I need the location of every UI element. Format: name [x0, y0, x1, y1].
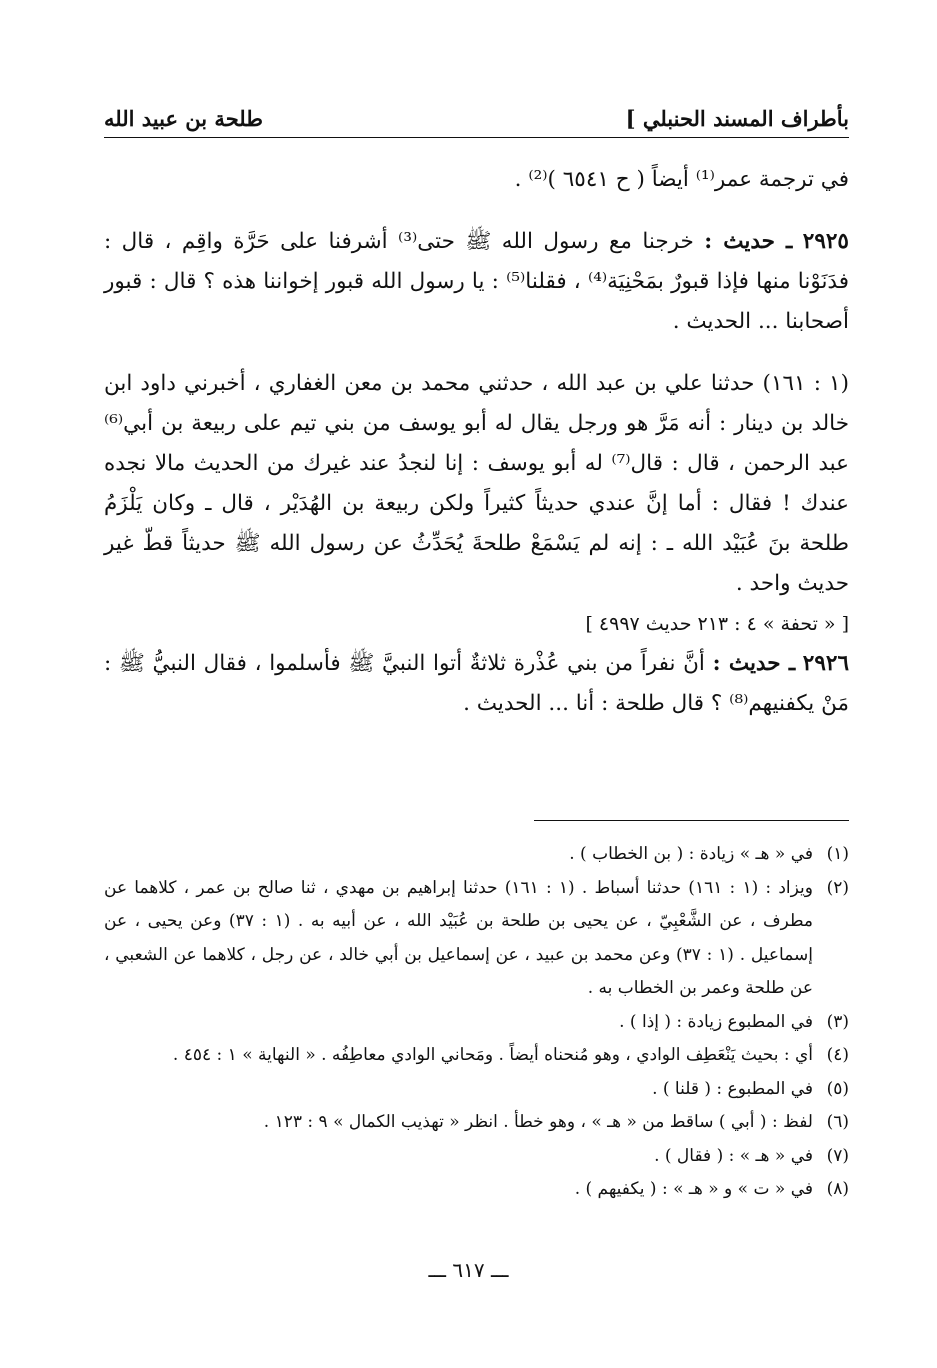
header-book-title: بأطراف المسند الحنبلي ]: [625, 106, 849, 131]
footnote: [104, 872, 849, 1006]
footnote-number: (١): [826, 844, 849, 864]
running-header: [104, 98, 849, 138]
footnote-text: في المطبوع : ( قلنا ) .: [652, 1078, 813, 1099]
hadith-number: ٢٩٢٦: [802, 651, 849, 676]
header-chapter-title: طلحة بن عبيد الله: [104, 106, 263, 131]
footnote-number: (٣): [826, 1011, 849, 1032]
footnote: [104, 838, 849, 872]
footnotes: [104, 838, 849, 1207]
footnote-text: أي : بحيث يَنْعَطِف الوادي ، وهو مُنحناه أيضاً . ومَحاني الوادي معاطِفُه . « النهاية » ١ : ٤٥٤ .: [172, 1045, 813, 1065]
footnote: [104, 1006, 849, 1040]
footnote-text: ويزاد : (١ : ١٦١) حدثنا أسباط . (١ : ١٦١) حدثنا إبراهيم بن مهدي ، ثنا صالح بن عمر ، كلاهما عن مطرف ، عن الشَّعْبِيّ ، عن يحيى بن طلحة بن عُبَيْد الله ، عن أبيه به . (١ : ٣٧) وعن يحيى ، عن إسماعيل . (١ : ٣٧) وعن محمد بن عبيد ، عن إسماعيل بن أبي خالد ، عن رجل ، كلاهما عن الشعبي ، عن طلحة وعمر بن الخطاب به .: [104, 877, 813, 998]
footnote-text: في « هـ » زيادة : ( بن الخطاب ) .: [569, 844, 813, 864]
footnote-text: في المطبوع زيادة : ( إذا ) .: [619, 1011, 813, 1032]
main-text: [104, 160, 849, 724]
hadith-2926: [104, 644, 849, 724]
footnote-text: في « هـ » : ( فقال ) .: [654, 1145, 813, 1166]
tuhfa-reference: [ « تحفة » ٤ : ٢١٣ حديث ٤٩٩٧ ]: [585, 613, 849, 635]
footnote: [104, 1073, 849, 1107]
intro-line: في ترجمة عمر⁽¹⁾ أيضاً ( ح ٦٥٤١ )⁽²⁾ .: [514, 167, 849, 192]
hadith-text: خرجنا مع رسول الله ﷺ حتى⁽³⁾ أشرفنا على حَرَّة واقِم ، قال : فدَنَوْنا منها فإذا قبورٌ بمَحْنِيَة⁽⁴⁾ ، فقلنا⁽⁵⁾ : يا رسول الله قبور إخواننا هذه ؟ قال : قبور أصحابنا ... الحديث .: [104, 229, 849, 334]
footnote-number: (٦): [826, 1112, 849, 1132]
footnote-number: (٢): [826, 877, 849, 898]
footnote-number: (٧): [826, 1145, 849, 1166]
footnote: [104, 1106, 849, 1140]
isnad-paragraph: (١ : ١٦١) حدثنا علي بن عبد الله ، حدثني محمد بن معن الغفاري ، أخبرني داود ابن خالد بن دينار : أنه مَرَّ هو ورجل يقال له أبو يوسف من بني تيم على ربيعة بن أبي⁽⁶⁾ عبد الرحمن ، قال : قال⁽⁷⁾ له أبو يوسف : إنا لنجدُ عند غيرك من الحديث مالا نجده عندك ! فقال : أما إنَّ عندي حديثاً كثيراً ولكن ربيعة بن الهُدَيْر ، قال ـ وكان يَلْزَمُ طلحة بنَ عُبَيْد الله ـ : إنه لم يَسْمَعْ طلحةَ يُحَدِّثُ عن رسول الله ﷺ حديثاً قطّ غير حديث واحد .: [104, 371, 850, 596]
footnote-number: (٨): [826, 1179, 849, 1199]
footnote: [104, 1140, 849, 1174]
hadith-2925: [104, 222, 849, 342]
footnote-number: (٥): [826, 1078, 849, 1099]
footnote-text: لفظ : ( أبي ) ساقط من « هـ » ، وهو خطأ . انظر « تهذيب الكمال » ٩ : ١٢٣ .: [263, 1112, 813, 1132]
hadith-label: ـ حديث :: [712, 651, 796, 676]
footnote: [104, 1173, 849, 1207]
page-number: ـــ ٦١٧ ـــ: [428, 1258, 509, 1282]
hadith-label: ـ حديث :: [704, 229, 793, 254]
footnote-number: (٤): [826, 1045, 849, 1065]
footnote-text: في « ت » و « هـ » : ( يكفيهم ) .: [574, 1179, 813, 1199]
hadith-text: أنَّ نفراً من بني عُذْرة ثلاثةٌ أتوا النبيَّ ﷺ فأسلموا ، فقال النبيُّ ﷺ : مَنْ يكفنيهم⁽⁸⁾ ؟ قال طلحة : أنا ... الحديث .: [104, 651, 849, 716]
footnote-separator: [534, 820, 849, 821]
hadith-number: ٢٩٢٥: [802, 229, 849, 254]
footnote: [104, 1039, 849, 1073]
